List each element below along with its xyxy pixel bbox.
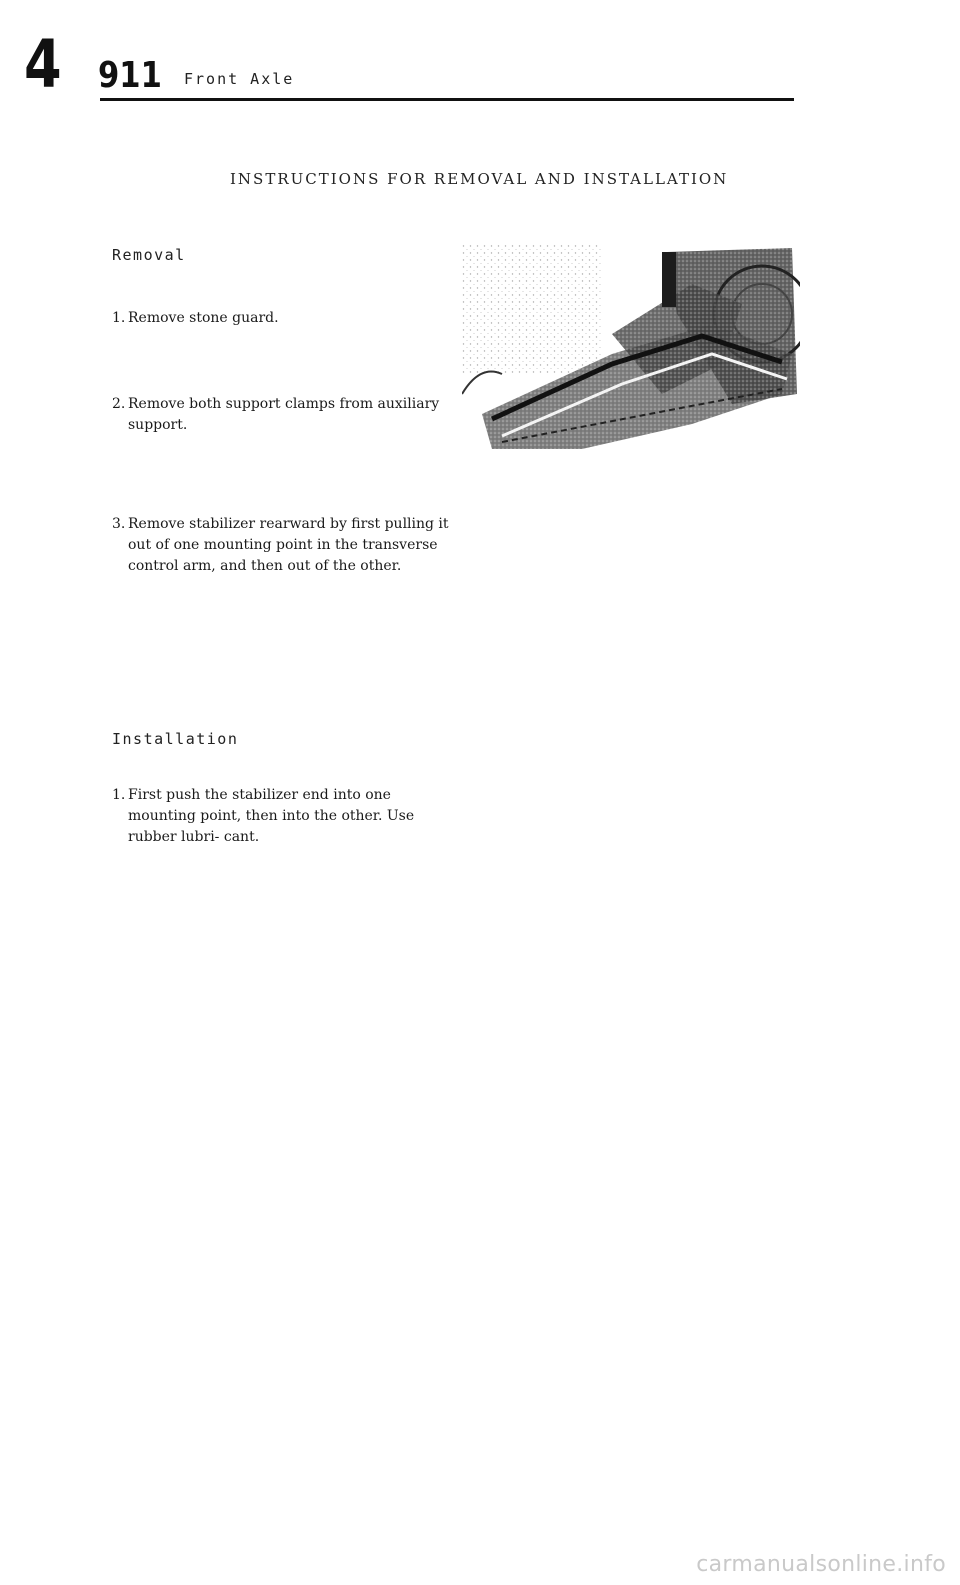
header-rule [100, 98, 794, 101]
model-number: 911 [98, 55, 162, 96]
removal-step-1 [112, 308, 457, 329]
section-title: Front Axle [184, 70, 295, 88]
chapter-number: 4 [24, 26, 62, 103]
installation-heading: Installation [112, 730, 239, 748]
stabilizer-photo-illustration [462, 244, 800, 458]
step-number: 2. [112, 396, 126, 412]
removal-step-2 [112, 394, 457, 436]
removal-step-3 [112, 514, 457, 577]
removal-heading: Removal [112, 246, 186, 264]
step-number: 1. [112, 310, 126, 326]
page-title: INSTRUCTIONS FOR REMOVAL AND INSTALLATION [230, 170, 729, 188]
step-text: Remove both support clamps from auxiliary support. [128, 396, 440, 433]
step-text: Remove stone guard. [128, 310, 279, 326]
step-number: 1. [112, 787, 126, 803]
watermark-text: carmanualsonline.info [696, 1552, 946, 1577]
installation-step-1 [112, 785, 457, 848]
step-text: First push the stabilizer end into one mounting point, then into the other. Use rubber lubri- cant. [128, 787, 415, 845]
step-text: Remove stabilizer rearward by first pulling it out of one mounting point in the transverse control arm, and then out of the other. [128, 516, 449, 574]
stabilizer-photo [462, 244, 800, 458]
step-number: 3. [112, 516, 126, 532]
